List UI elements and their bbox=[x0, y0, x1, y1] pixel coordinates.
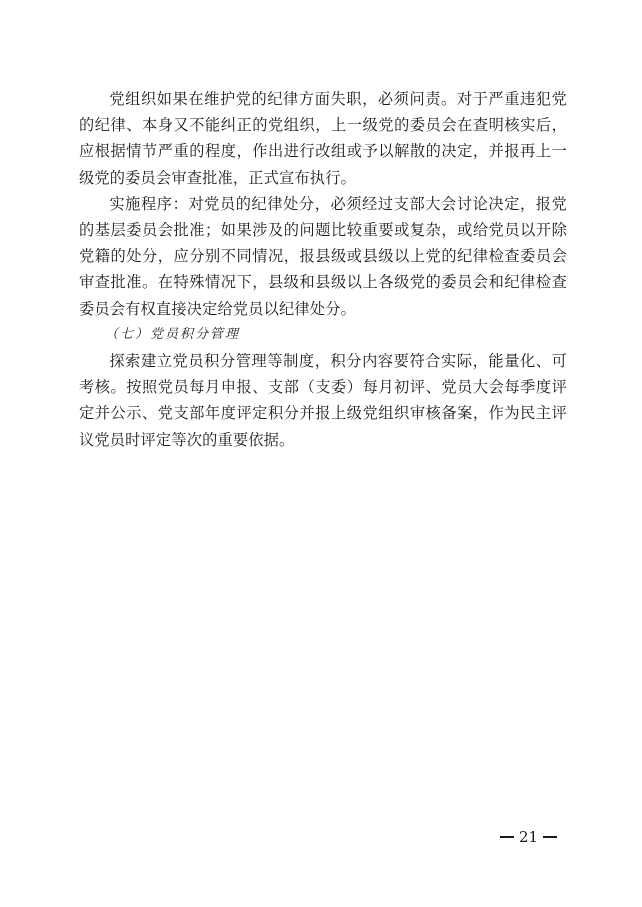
page-number-footer bbox=[500, 826, 570, 847]
right-dash bbox=[543, 836, 557, 838]
paragraph-procedure: 实施程序：对党员的纪律处分，必须经过支部大会讨论决定，报党的基层委员会批准；如果涉及的问题比较重要或复杂，或给党员以开除党籍的处分，应分别不同情况，报县级或县级以上党的纪律检查委员会审查批准。在特殊情况下，县级和县级以上各级党的委员会和纪律检查委员会有权直接决定给党员以纪律处分。 bbox=[79, 194, 567, 318]
paragraph-accountability: 党组织如果在维护党的纪律方面失职，必须问责。对于严重违犯党的纪律、本身又不能纠正的党组织，上一级党的委员会在查明核实后，应根据情节严重的程度，作出进行改组或予以解散的决定，并报再上一级党的委员会审查批准，正式宣布执行。 bbox=[79, 90, 567, 187]
section-heading: （七）党员积分管理 bbox=[105, 326, 241, 342]
left-dash bbox=[500, 836, 514, 838]
paragraph-points-management: 探索建立党员积分管理等制度，积分内容要符合实际，能量化、可考核。按照党员每月申报、支部（支委）每月初评、党员大会每季度评定并公示、党支部年度评定积分并报上级党组织审核备案，作为民主评议党员时评定等次的重要依据。 bbox=[79, 352, 567, 449]
page-body bbox=[79, 86, 567, 453]
page-number: 21 bbox=[519, 828, 539, 846]
